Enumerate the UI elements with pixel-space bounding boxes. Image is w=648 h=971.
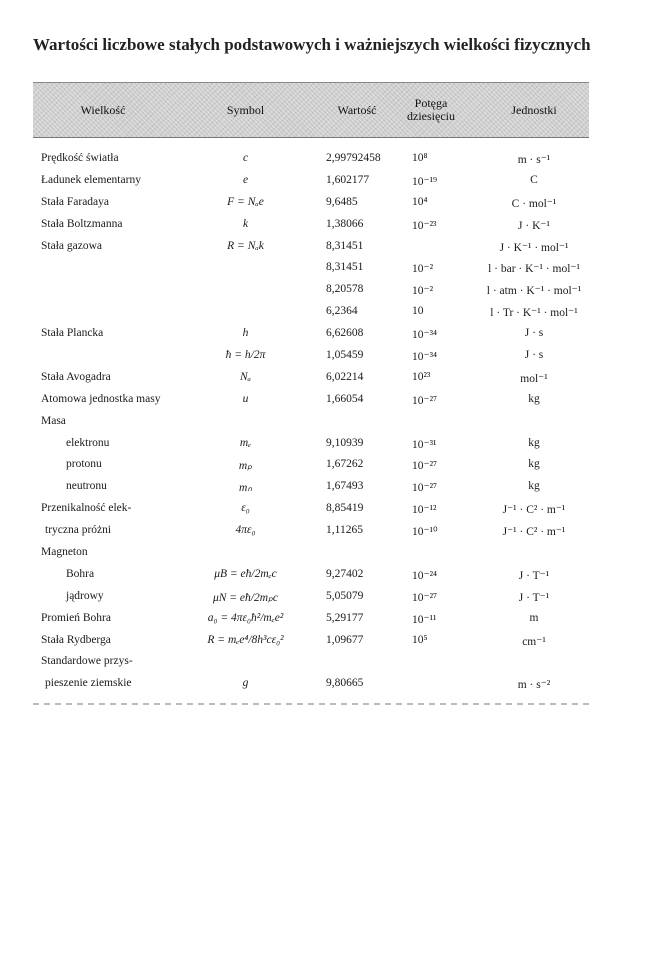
value-cell: 1,67493 [326, 480, 364, 493]
power-cell: 10⁻¹⁹ [412, 175, 438, 188]
table-row [33, 368, 589, 390]
symbol-cell: R = mₑe⁴/8h³cε₀² [207, 633, 284, 646]
table-row [33, 193, 589, 215]
quantity-cell: neutronu [66, 480, 107, 493]
unit-cell: cm⁻¹ [522, 635, 546, 648]
unit-cell: kg [528, 480, 540, 493]
quantity-cell: Stała Plancka [41, 327, 104, 340]
quantity-cell: Bohra [66, 567, 95, 580]
unit-cell: kg [528, 392, 540, 405]
power-cell: 10⁻² [412, 285, 434, 298]
power-cell: 10⁻² [412, 263, 434, 276]
header-units: Jednostki [511, 102, 557, 117]
power-cell: 10⁻²⁷ [412, 482, 438, 495]
value-cell: 9,6485 [326, 195, 358, 208]
symbol-cell: R = Nₐk [227, 239, 264, 252]
table-row [33, 324, 589, 346]
value-cell: 5,05079 [326, 589, 364, 602]
unit-cell: kg [528, 436, 540, 449]
symbol-cell: g [242, 677, 249, 690]
symbol-cell: F = Nₐe [227, 195, 264, 208]
unit-cell: J⁻¹ · C² · m⁻¹ [502, 504, 566, 517]
power-cell: 10⁻¹² [412, 504, 437, 517]
symbol-cell: mₚ [238, 460, 253, 473]
value-cell: 9,10939 [326, 436, 364, 449]
symbol-cell: mₑ [239, 436, 252, 449]
power-cell: 10⁻²⁷ [412, 591, 438, 604]
symbol-cell: ħ = h/2π [225, 349, 266, 362]
quantity-cell: Stała Boltzmanna [41, 217, 123, 230]
quantity-cell: Masa [41, 414, 66, 427]
table-row [33, 280, 589, 302]
quantity-cell: elektronu [66, 436, 110, 449]
quantity-cell: pieszenie ziemskie [45, 677, 132, 690]
header-power: Potęga dziesięciu [407, 96, 455, 123]
value-cell: 9,27402 [326, 567, 364, 580]
header-symbol: Symbol [226, 102, 265, 117]
value-cell: 8,31451 [326, 261, 364, 274]
table-row [33, 652, 589, 674]
unit-cell: m · s⁻² [517, 679, 551, 692]
power-cell: 10 [412, 305, 424, 318]
table-row [33, 477, 589, 499]
value-cell: 1,66054 [326, 392, 364, 405]
quantity-cell: Magneton [41, 546, 88, 559]
unit-cell: J · s [524, 349, 544, 362]
quantity-cell: Promień Bohra [41, 611, 111, 624]
table-row [33, 346, 589, 368]
symbol-cell: μB = eħ/2mₑc [214, 567, 277, 580]
table-body [33, 149, 589, 696]
unit-cell: J⁻¹ · C² · m⁻¹ [502, 526, 566, 539]
quantity-cell: Ładunek elementarny [41, 173, 141, 186]
value-cell: 1,09677 [326, 633, 364, 646]
value-cell: 1,05459 [326, 349, 364, 362]
value-cell: 8,20578 [326, 283, 364, 296]
power-cell: 10⁴ [412, 195, 428, 208]
power-cell: 10⁸ [412, 152, 428, 164]
constants-table [33, 82, 589, 696]
quantity-cell: Stała Avogadra [41, 370, 111, 383]
table-row [33, 237, 589, 259]
symbol-cell: mₙ [239, 482, 252, 495]
power-cell: 10⁵ [412, 633, 428, 646]
table-row [33, 674, 589, 696]
unit-cell: l · atm · K⁻¹ · mol⁻¹ [486, 285, 582, 298]
quantity-cell: jądrowy [66, 589, 104, 602]
unit-cell: m [529, 611, 539, 624]
header-value: Wartość [337, 102, 377, 117]
value-cell: 1,67262 [326, 458, 364, 471]
quantity-cell: Stała Rydberga [41, 633, 111, 646]
symbol-cell: Nₐ [239, 370, 252, 383]
symbol-cell: h [242, 327, 249, 340]
unit-cell: J · T⁻¹ [518, 591, 550, 604]
quantity-cell: Standardowe przys- [41, 655, 133, 668]
table-row [33, 258, 589, 280]
unit-cell: C · mol⁻¹ [511, 197, 557, 210]
power-cell: 10⁻¹⁰ [412, 526, 438, 539]
unit-cell: C [530, 173, 538, 186]
value-cell: 6,62608 [326, 327, 364, 340]
table-row [33, 149, 589, 171]
symbol-cell: ε₀ [241, 502, 250, 515]
table-row [33, 565, 589, 587]
value-cell: 1,11265 [326, 524, 363, 537]
table-row [33, 215, 589, 237]
power-cell: 10⁻³⁴ [412, 351, 438, 364]
power-cell: 10⁻²⁴ [412, 569, 438, 582]
unit-cell: J · s [524, 327, 544, 340]
power-cell: 10⁻¹¹ [412, 613, 437, 626]
symbol-cell: k [242, 217, 249, 230]
unit-cell: J · T⁻¹ [518, 569, 550, 582]
value-cell: 5,29177 [326, 611, 364, 624]
table-row [33, 609, 589, 631]
value-cell: 6,02214 [326, 370, 364, 383]
table-row [33, 521, 589, 543]
value-cell: 8,85419 [326, 502, 364, 515]
table-row [33, 587, 589, 609]
power-cell: 10⁻²⁷ [412, 394, 438, 407]
symbol-cell: e [242, 173, 249, 186]
table-header [33, 82, 589, 138]
quantity-cell: protonu [66, 458, 102, 471]
power-cell: 10⁻²⁷ [412, 460, 438, 473]
symbol-cell: c [242, 152, 249, 164]
symbol-cell: μN = eħ/2mₚc [212, 591, 279, 604]
unit-cell: mol⁻¹ [520, 372, 548, 385]
quantity-cell: tryczna próżni [45, 524, 112, 537]
quantity-cell: Atomowa jednostka masy [41, 392, 161, 405]
table-row [33, 302, 589, 324]
value-cell: 1,38066 [326, 217, 364, 230]
unit-cell: l · bar · K⁻¹ · mol⁻¹ [488, 263, 580, 276]
bottom-divider [33, 703, 589, 705]
power-cell: 10⁻³¹ [412, 438, 437, 451]
table-row [33, 499, 589, 521]
symbol-cell: 4πε₀ [235, 524, 256, 537]
symbol-cell: u [242, 392, 249, 405]
power-cell: 10⁻³⁴ [412, 329, 438, 342]
unit-cell: J · K⁻¹ · mol⁻¹ [499, 241, 569, 254]
table-row [33, 390, 589, 412]
quantity-cell: Prędkość światła [41, 152, 119, 164]
table-row [33, 434, 589, 456]
value-cell: 8,31451 [326, 239, 364, 252]
table-row [33, 543, 589, 565]
power-cell: 10⁻²³ [412, 219, 437, 232]
value-cell: 1,602177 [326, 173, 370, 186]
value-cell: 2,99792458 [326, 152, 381, 164]
quantity-cell: Przenikalność elek- [41, 502, 132, 515]
quantity-cell: Stała gazowa [41, 239, 102, 252]
symbol-cell: a₀ = 4πε₀ħ²/mₑe² [207, 611, 284, 624]
table-row [33, 412, 589, 434]
header-quantity: Wielkość [80, 102, 126, 117]
quantity-cell: Stała Faradaya [41, 195, 110, 208]
unit-cell: J · K⁻¹ [518, 219, 550, 232]
unit-cell: m · s⁻¹ [517, 154, 551, 166]
table-row [33, 171, 589, 193]
value-cell: 6,2364 [326, 305, 358, 318]
table-row [33, 455, 589, 477]
unit-cell: kg [528, 458, 540, 471]
table-row [33, 631, 589, 653]
unit-cell: l · Tr · K⁻¹ · mol⁻¹ [490, 307, 578, 320]
power-cell: 10²³ [412, 370, 431, 383]
page-title: Wartości liczbowe stałych podstawowych i ważniejszych wielkości fizycznych [33, 35, 591, 54]
value-cell: 9,80665 [326, 677, 364, 690]
